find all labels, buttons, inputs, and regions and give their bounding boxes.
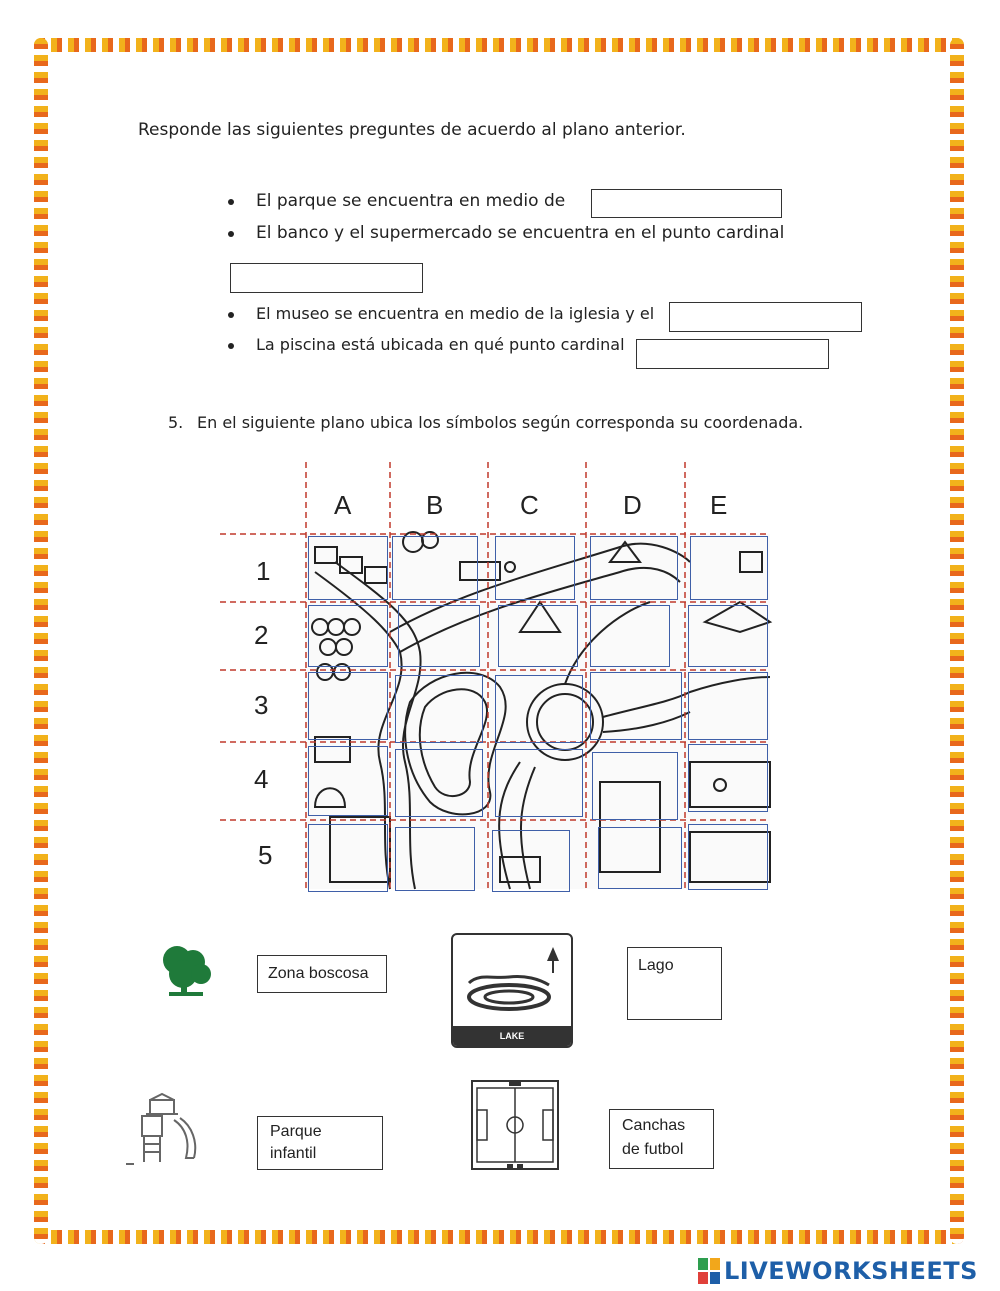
drop-cell-e3[interactable] [688, 672, 768, 740]
drop-cell-e1[interactable] [690, 536, 768, 600]
forest-label: Zona boscosa [257, 955, 387, 993]
drop-cell-c5[interactable] [492, 830, 570, 892]
drop-cell-b2[interactable] [398, 605, 480, 667]
liveworksheets-logo [698, 1256, 978, 1286]
bullet-icon [228, 312, 234, 318]
drop-cell-d5[interactable] [598, 827, 682, 889]
column-label-b: B [426, 490, 444, 520]
answer-box-3[interactable] [669, 302, 862, 332]
lake-sign-icon[interactable] [451, 933, 573, 1048]
task5-text: En el siguiente plano ubica los símbolos según corresponda su coordenada. [197, 413, 804, 432]
row-label-3: 3 [254, 690, 269, 720]
column-label-a: A [334, 490, 352, 520]
column-label-c: C [520, 490, 539, 520]
forest-icon[interactable] [155, 942, 215, 998]
row-label-4: 4 [254, 764, 269, 794]
instructions-intro: Responde las siguientes preguntes de acuerdo al plano anterior. [138, 120, 686, 140]
drop-cell-c3[interactable] [495, 675, 583, 743]
page-border-left [34, 38, 48, 1244]
logo-text: LIVEWORKSHEETS [724, 1257, 978, 1285]
drop-cell-a4[interactable] [308, 746, 388, 816]
drop-cell-e2[interactable] [688, 605, 768, 667]
drop-cell-d2[interactable] [590, 605, 670, 667]
soccer-field-icon[interactable] [471, 1080, 559, 1170]
drop-cell-c1[interactable] [495, 536, 575, 600]
drop-cell-d3[interactable] [590, 672, 682, 740]
question-2-text: El banco y el supermercado se encuentra en el punto cardinal [256, 223, 785, 243]
coordinate-map [220, 462, 775, 897]
drop-cell-a5[interactable] [308, 824, 388, 892]
drop-cell-b1[interactable] [392, 536, 478, 600]
question-4-text: La piscina está ubicada en qué punto cardinal [256, 335, 625, 354]
page-border-top [34, 38, 964, 52]
bullet-icon [228, 343, 234, 349]
drop-cell-b4[interactable] [395, 749, 483, 817]
task5-number: 5. [168, 413, 184, 432]
drop-cell-b5[interactable] [395, 827, 475, 891]
drop-cell-c4[interactable] [495, 749, 583, 817]
drop-cell-c2[interactable] [498, 605, 578, 667]
drop-cell-a3[interactable] [308, 672, 388, 740]
drop-cell-a2[interactable] [308, 605, 388, 667]
bullet-icon [228, 231, 234, 237]
page-border-bottom [34, 1230, 964, 1244]
drop-cell-d1[interactable] [590, 536, 678, 600]
liveworksheets-mark-icon [698, 1258, 720, 1284]
playground-label: Parque infantil [257, 1116, 383, 1170]
answer-box-1[interactable] [591, 189, 782, 218]
question-1-text: El parque se encuentra en medio de [256, 191, 566, 211]
lake-label: Lago [627, 947, 722, 1020]
drop-cell-e4[interactable] [688, 744, 768, 812]
bullet-icon [228, 199, 234, 205]
answer-box-4[interactable] [636, 339, 829, 369]
question-3-text: El museo se encuentra en medio de la iglesia y el [256, 304, 655, 323]
drop-cell-e5[interactable] [688, 824, 768, 890]
row-label-5: 5 [258, 840, 273, 870]
lake-sign-caption: LAKE [453, 1026, 571, 1046]
drop-cell-d4[interactable] [592, 752, 678, 820]
soccer-label: Canchas de futbol [609, 1109, 714, 1169]
column-label-d: D [623, 490, 642, 520]
lake-drawing [453, 939, 571, 1029]
drop-cell-a1[interactable] [308, 536, 388, 600]
column-label-e: E [710, 490, 728, 520]
answer-box-2[interactable] [230, 263, 423, 293]
row-label-1: 1 [256, 556, 271, 586]
playground-icon[interactable] [122, 1092, 202, 1172]
row-label-2: 2 [254, 620, 269, 650]
drop-cell-b3[interactable] [395, 675, 483, 743]
page-border-right [950, 38, 964, 1244]
